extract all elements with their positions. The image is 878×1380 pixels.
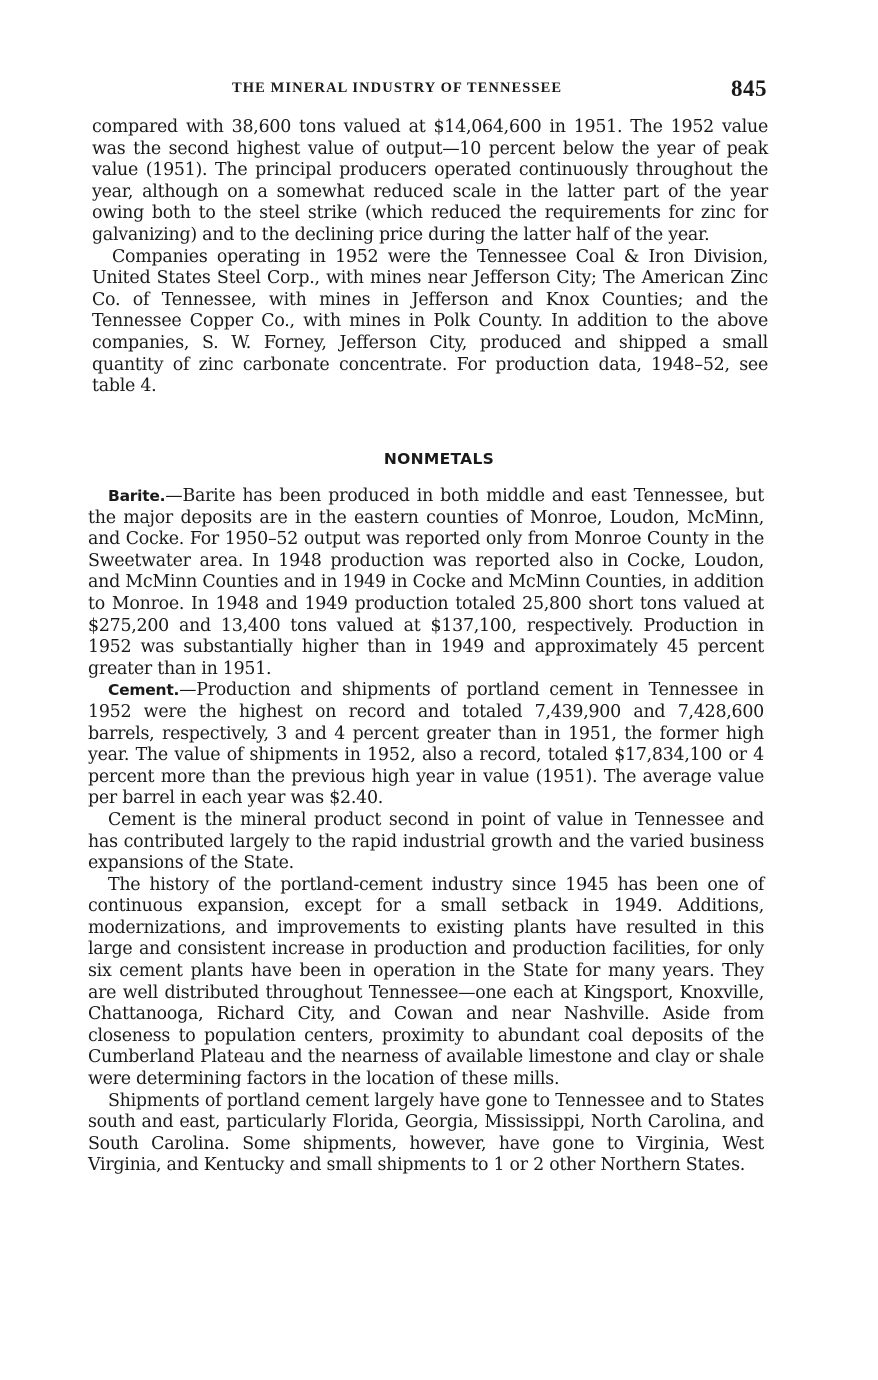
zinc-section-continued [92,117,768,398]
cement-paragraph-3: The history of the portland-cement industry since 1945 has been one of continuous expansion, except for a small setback in 1949. Additions, modernizations, and improvements to existing plants have resulted in this large and consistent increase in production and production facilities, for only six cement plants have been in operation in the State for many years. They are well distributed throughout Tennessee—one each at Kingsport, Knoxville, Chattanooga, Richard City, and Cowan and near Nashville. Aside from closeness to population centers, proximity to abundant coal deposits of the Cumberland Plateau and the nearness of available limestone and clay or shale were determining factors in the location of these mills. [88,874,764,1090]
cement-run-in-heading: Cement. [108,681,180,700]
cement-paragraph-4: Shipments of portland cement largely have gone to Tennessee and to States south and east, particularly Florida, Georgia, Mississippi, North Carolina, and South Carolina. Some shipments, however, have gone to Virginia, West Virginia, and Kentucky and small shipments to 1 or 2 other Northern States. [88,1090,764,1176]
nonmetals-section [88,486,764,1177]
zinc-paragraph-2: Companies operating in 1952 were the Tennessee Coal & Iron Division, United States Steel Corp., with mines near Jefferson City; The American Zinc Co. of Tennessee, with mines in Jefferson and Knox Counties; and the Tennessee Copper Co., with mines in Polk County. In addition to the above companies, S. W. Forney, Jefferson City, produced and shipped a small quantity of zinc carbonate concentrate. For production data, 1948–52, see table 4. [92,246,768,397]
cement-paragraph-2: Cement is the mineral product second in point of value in Tennessee and has contributed largely to the rapid industrial growth and the varied business expansions of the State. [88,809,764,874]
barite-run-in-heading: Barite. [108,487,166,505]
cement-paragraph-1 [88,680,764,810]
running-title: THE MINERAL INDUSTRY OF TENNESSEE [232,80,563,96]
section-heading-nonmetals: NONMETALS [383,450,495,468]
barite-paragraph [88,486,764,680]
cement-text: —Production and shipments of portland cement in Tennessee in 1952 were the highest on record and totaled 7,439,900 and 7,428,600 barrels, respectively, 3 and 4 percent greater than in 1951, the former high year. The value of shipments in 1952, also a record, totaled $17,834,100 or 4 percent more than the previous high year in value (1951). The average value per barrel in each year was $2.40. [88,680,764,809]
page-number: 845 [731,76,767,101]
barite-text: —Barite has been produced in both middle and east Tennessee, but the major deposits are in the eastern counties of Monroe, Loudon, McMinn, and Cocke. For 1950–52 output was reported only from Monroe County in the Sweetwater area. In 1948 production was reported also in Cocke, Loudon, and McMinn Counties and in 1949 in Cocke and McMinn Counties, in addition to Monroe. In 1948 and 1949 production totaled 25,800 short tons valued at $275,200 and 13,400 tons valued at $137,100, respectively. Production in 1952 was substantially higher than in 1949 and approximately 45 percent greater than in 1951. [88,486,764,679]
zinc-paragraph-1: compared with 38,600 tons valued at $14,064,600 in 1951. The 1952 value was the second highest value of output—10 percent below the year of peak value (1951). The principal producers operated continuously throughout the year, although on a somewhat reduced scale in the latter part of the year owing both to the steel strike (which reduced the requirements for zinc for galvanizing) and to the declining price during the latter half of the year. [92,117,768,245]
